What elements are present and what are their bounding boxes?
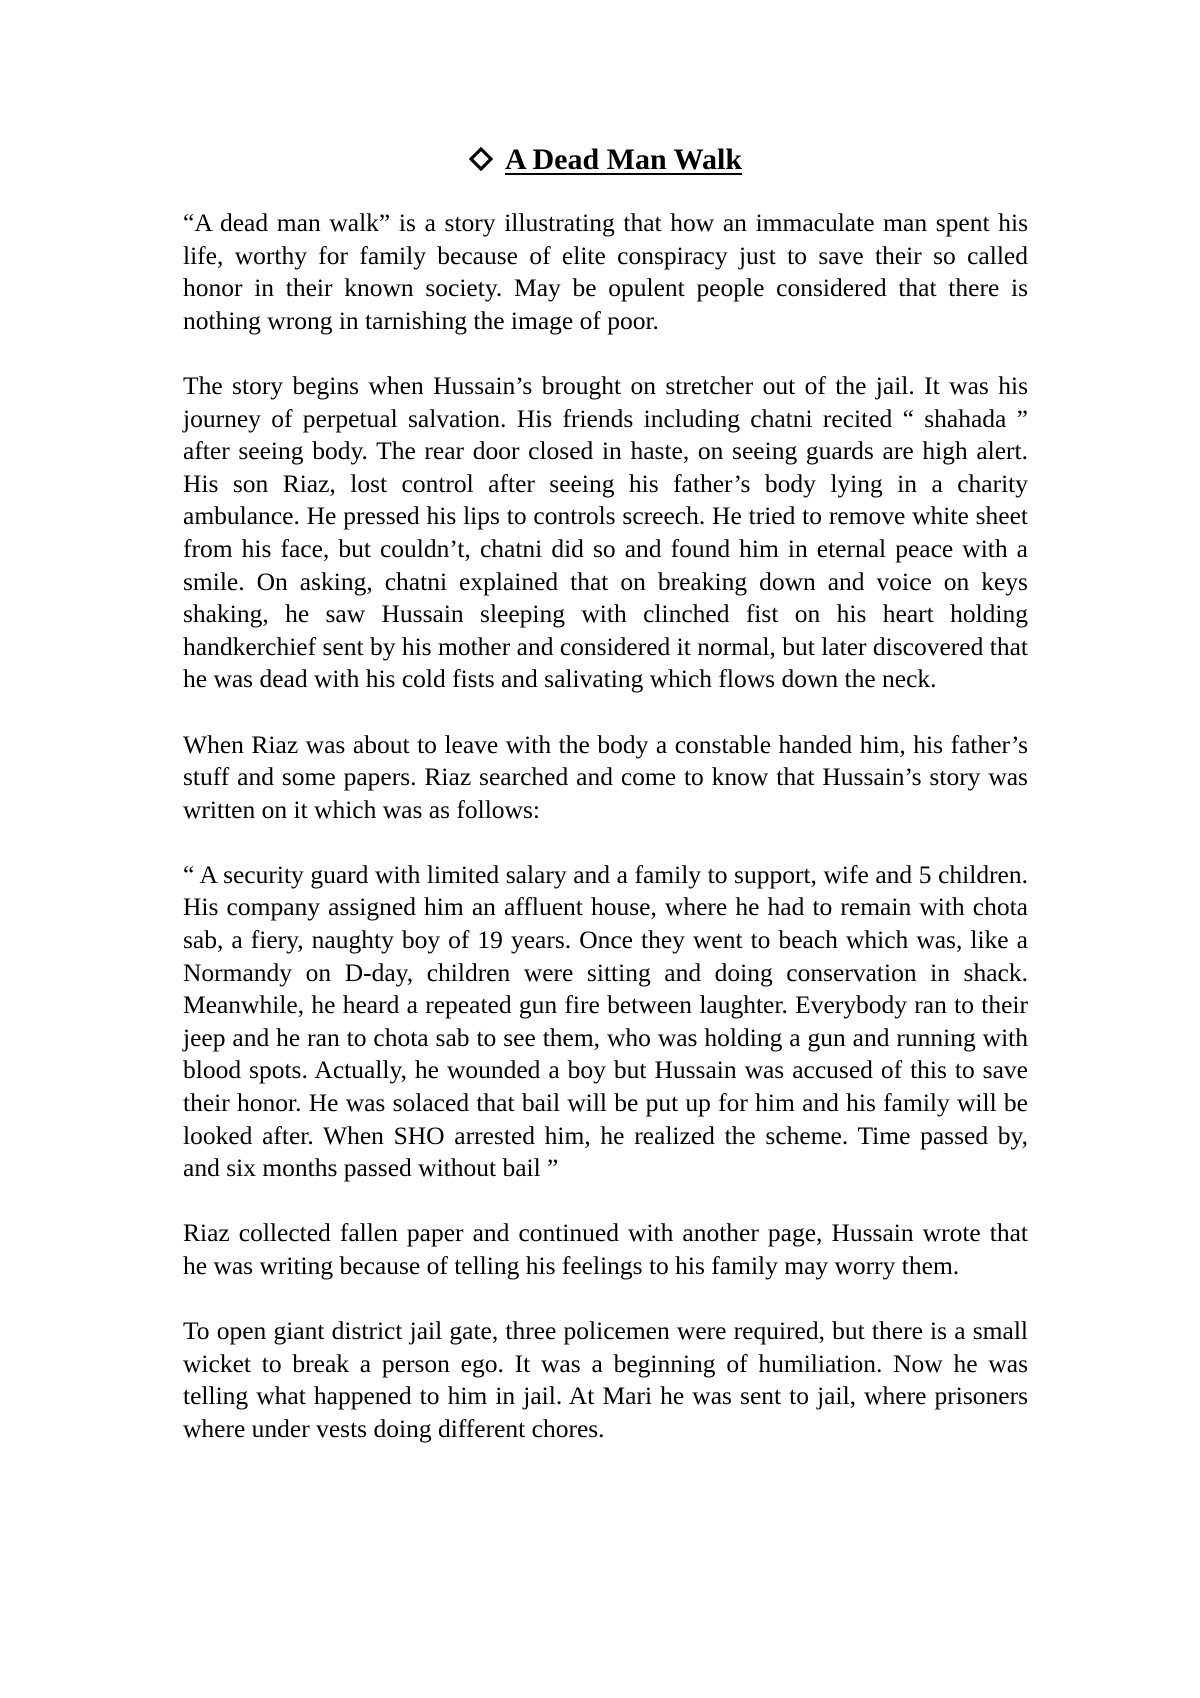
paragraph-intro: “A dead man walk” is a story illustrating that how an immaculate man spent his life, worthy for family because of elite conspiracy just to save their so called honor in their known society. May be opulent people considered that there is nothing wrong in tarnishing the image of poor. xyxy=(183,208,1028,335)
paragraph-jail-gate: To open giant district jail gate, three policemen were required, but there is a small wicket to break a person ego. It was a beginning of humiliation. Now he was telling what happened to him in jail. At Mari he was sent to jail, where prisoners where under vests doing different chores. xyxy=(183,1316,1028,1443)
paragraph-constable-papers: When Riaz was about to leave with the body a constable handed him, his father’s stuff and some papers. Riaz searched and come to know that Hussain’s story was written on it which was as follows: xyxy=(183,729,1028,824)
paragraph-story-begins: The story begins when Hussain’s brought on stretcher out of the jail. It was his journey of perpetual salvation. His friends including chatni recited “ shahada ” after seeing body. The rear door closed in haste, on seeing guards are high alert. His son Riaz, lost control after seeing his father’s body lying in a charity ambulance. He pressed his lips to controls screech. He tried to remove white sheet from his face, but couldn’t, chatni did so and found him in eternal peace with a smile. On asking, chatni explained that on breaking down and voice on keys shaking, he saw Hussain sleeping with clinched fist on his heart holding handkerchief sent by his mother and considered it normal, but later discovered that he was dead with his cold fists and salivating which flows down the neck. xyxy=(183,370,1028,694)
page-title: A Dead Man Walk xyxy=(505,143,742,176)
title-row xyxy=(183,140,1028,180)
paragraph-fallen-paper: Riaz collected fallen paper and continued with another page, Hussain wrote that he was writing because of telling his feelings to his family may worry them. xyxy=(183,1218,1028,1280)
paragraph-hussain-story: “ A security guard with limited salary and a family to support, wife and 5 children. His company assigned him an affluent house, where he had to remain with chota sab, a fiery, naughty boy of 19 years. Once they went to beach which was, like a Normandy on D-day, children were sitting and doing conservation in shack. Meanwhile, he heard a repeated gun fire between laughter. Everybody ran to their jeep and he ran to chota sab to see them, who was holding a gun and running with blood spots. Actually, he wounded a boy but Hussain was accused of this to save their honor. He was solaced that bail will be put up for him and his family will be looked after. When SHO arrested him, he realized the scheme. Time passed by, and six months passed without bail ” xyxy=(183,859,1028,1183)
diamond-outline-icon xyxy=(469,147,493,171)
document-body xyxy=(183,140,1028,1446)
